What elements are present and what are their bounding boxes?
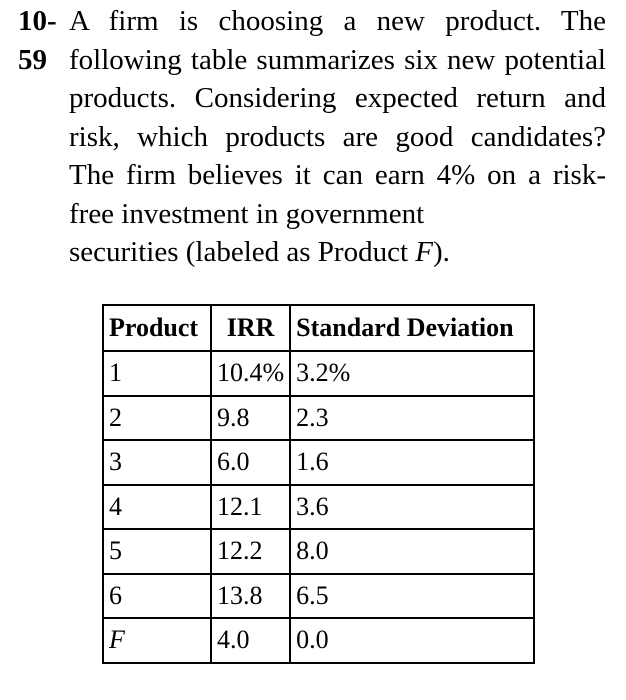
cell-irr: 13.8 <box>211 574 290 619</box>
cell-product: 5 <box>103 529 211 574</box>
table-row <box>103 574 534 619</box>
cell-standard-deviation: 6.5 <box>290 574 534 619</box>
table-row <box>103 396 534 441</box>
cell-standard-deviation: 0.0 <box>290 618 534 663</box>
products-table <box>102 304 535 664</box>
cell-standard-deviation: 1.6 <box>290 440 534 485</box>
cell-product: F <box>103 618 211 663</box>
table-row <box>103 529 534 574</box>
cell-irr: 6.0 <box>211 440 290 485</box>
header-product: Product <box>103 305 211 351</box>
table-row <box>103 485 534 530</box>
header-irr: IRR <box>211 305 290 351</box>
problem-statement-last-line <box>69 233 606 272</box>
cell-irr: 12.2 <box>211 529 290 574</box>
cell-irr: 9.8 <box>211 396 290 441</box>
cell-irr: 4.0 <box>211 618 290 663</box>
cell-standard-deviation: 8.0 <box>290 529 534 574</box>
cell-standard-deviation: 2.3 <box>290 396 534 441</box>
problem-statement-last-suffix: ). <box>433 236 450 268</box>
table-row <box>103 440 534 485</box>
cell-product: 6 <box>103 574 211 619</box>
cell-product: 1 <box>103 351 211 396</box>
problem-number-chapter: 10- <box>18 5 57 37</box>
problem-number <box>18 2 57 79</box>
product-f-variable: F <box>415 236 433 268</box>
problem-statement-main: A firm is choosing a new product. The following table summarizes six new potential products. Considering expected return and risk, which products are good candidates? The firm believes it can earn 4% on a risk-free investment in government <box>69 5 606 230</box>
cell-standard-deviation: 3.2% <box>290 351 534 396</box>
cell-product: 3 <box>103 440 211 485</box>
problem-statement <box>69 2 606 272</box>
header-standard-deviation: Standard Deviation <box>290 305 534 351</box>
table-row <box>103 618 534 663</box>
table-header-row <box>103 305 534 351</box>
table-row <box>103 351 534 396</box>
cell-irr: 12.1 <box>211 485 290 530</box>
problem-number-index: 59 <box>18 43 47 76</box>
cell-product: 2 <box>103 396 211 441</box>
cell-standard-deviation: 3.6 <box>290 485 534 530</box>
problem-statement-last-prefix: securities (labeled as Product <box>69 236 416 268</box>
cell-irr: 10.4% <box>211 351 290 396</box>
cell-product: 4 <box>103 485 211 530</box>
